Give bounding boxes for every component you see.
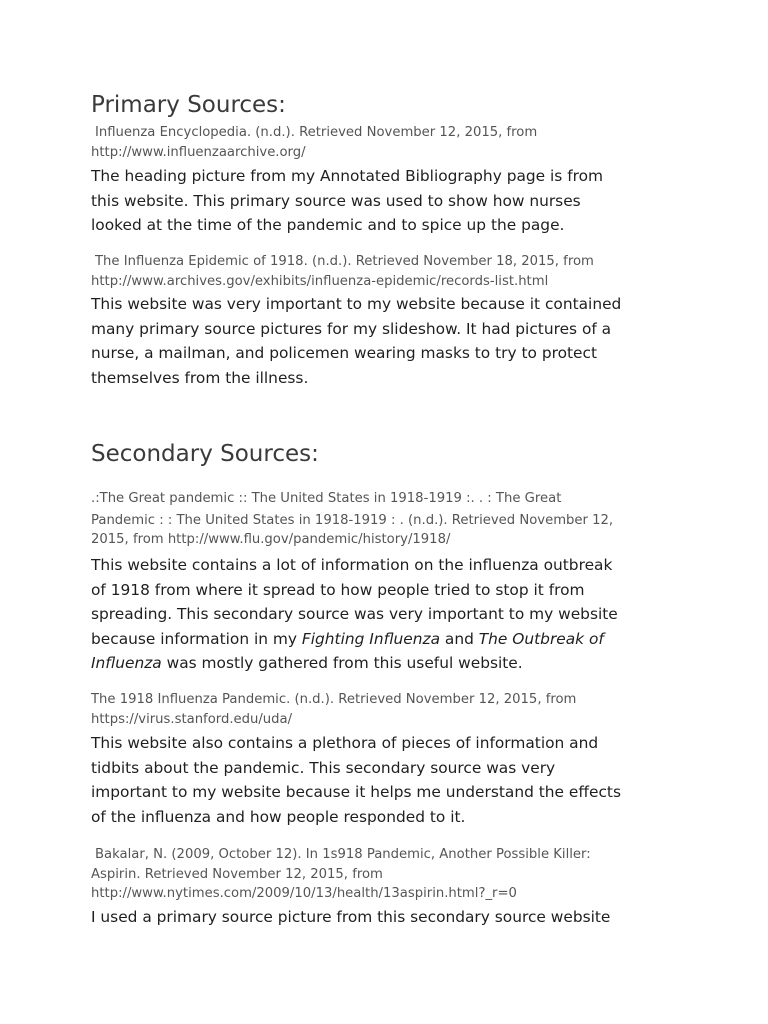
citation-line: http://www.nytimes.com/2009/10/13/health/13aspirin.html?_r=0 [91, 886, 517, 901]
annotation-line [91, 651, 691, 676]
annotation-line: This website contains a lot of information on the influenza outbreak [91, 556, 613, 574]
annotation-text: because information in my [91, 629, 302, 648]
italic-title-outbreak-of-influenza-cont: Influenza [91, 654, 162, 672]
annotation-line: this website. This primary source was used to show how nurses [91, 191, 581, 210]
citation-line: Aspirin. Retrieved November 12, 2015, from [91, 866, 383, 882]
italic-title-fighting-influenza: Fighting Influenza [301, 629, 441, 648]
annotation-text: was mostly gathered from this useful website. [161, 654, 523, 672]
citation-line: https://virus.stanford.edu/uda/ [91, 712, 293, 727]
citation-line: http://www.archives.gov/exhibits/influenza-epidemic/records-list.html [91, 274, 549, 289]
citation-great-pandemic [91, 488, 681, 551]
annotation-line: themselves from the illness. [91, 369, 309, 388]
annotation-line [91, 627, 691, 652]
citation-line: Pandemic : : The United States in 1918-1919 : . (n.d.). Retrieved November 12, [91, 513, 614, 528]
annotation-line: This website was very important to my website because it contained [91, 295, 622, 313]
annotation-line: spreading. This secondary source was very important to my website [91, 605, 618, 623]
italic-title-outbreak-of-influenza: The Outbreak of [478, 629, 604, 648]
annotation-influenza-encyclopedia [91, 164, 691, 238]
citation-line: .:The Great pandemic :: The United States in 1918-1919 :. . : The Great [91, 491, 562, 506]
citation-line: Bakalar, N. (2009, October 12). In 1s918 Pandemic, Another Possible Killer: [95, 847, 591, 862]
annotation-line: of the influenza and how people responded to it. [91, 807, 466, 826]
citation-line: The Influenza Epidemic of 1918. (n.d.). Retrieved November 18, 2015, from [95, 254, 594, 269]
annotation-line: tidbits about the pandemic. This secondary source was very [91, 758, 556, 777]
annotation-line: nurse, a mailman, and policemen wearing masks to try to protect [91, 344, 597, 363]
citation-bakalar-aspirin [91, 845, 685, 904]
citation-line: 2015, from http://www.flu.gov/pandemic/history/1918/ [91, 532, 451, 547]
annotation-line: of 1918 from where it spread to how people tried to stop it from [91, 580, 585, 599]
annotation-text: and [440, 629, 479, 648]
annotation-line: I used a primary source picture from this secondary source website [91, 908, 611, 926]
secondary-sources-heading: Secondary Sources: [91, 441, 319, 467]
annotation-influenza-epidemic-1918 [91, 292, 691, 391]
annotation-line: many primary source pictures for my slideshow. It had pictures of a [91, 319, 612, 338]
annotation-line: looked at the time of the pandemic and to spice up the page. [91, 216, 565, 234]
primary-sources-heading: Primary Sources: [91, 92, 286, 118]
citation-line: The 1918 Influenza Pandemic. (n.d.). Retrieved November 12, 2015, from [91, 692, 577, 707]
citation-1918-influenza-pandemic [91, 690, 681, 730]
annotation-line: This website also contains a plethora of pieces of information and [91, 734, 599, 752]
citation-line: http://www.influenzaarchive.org/ [91, 145, 306, 160]
annotation-line: The heading picture from my Annotated Bibliography page is from [91, 167, 604, 185]
citation-line: Influenza Encyclopedia. (n.d.). Retrieved November 12, 2015, from [95, 125, 538, 140]
annotation-line: important to my website because it helps me understand the effects [91, 783, 621, 801]
annotation-bakalar-aspirin [91, 905, 691, 930]
annotation-great-pandemic [91, 553, 691, 676]
citation-influenza-encyclopedia [91, 123, 685, 163]
annotation-1918-influenza-pandemic [91, 731, 691, 829]
citation-influenza-epidemic-1918 [91, 252, 685, 292]
